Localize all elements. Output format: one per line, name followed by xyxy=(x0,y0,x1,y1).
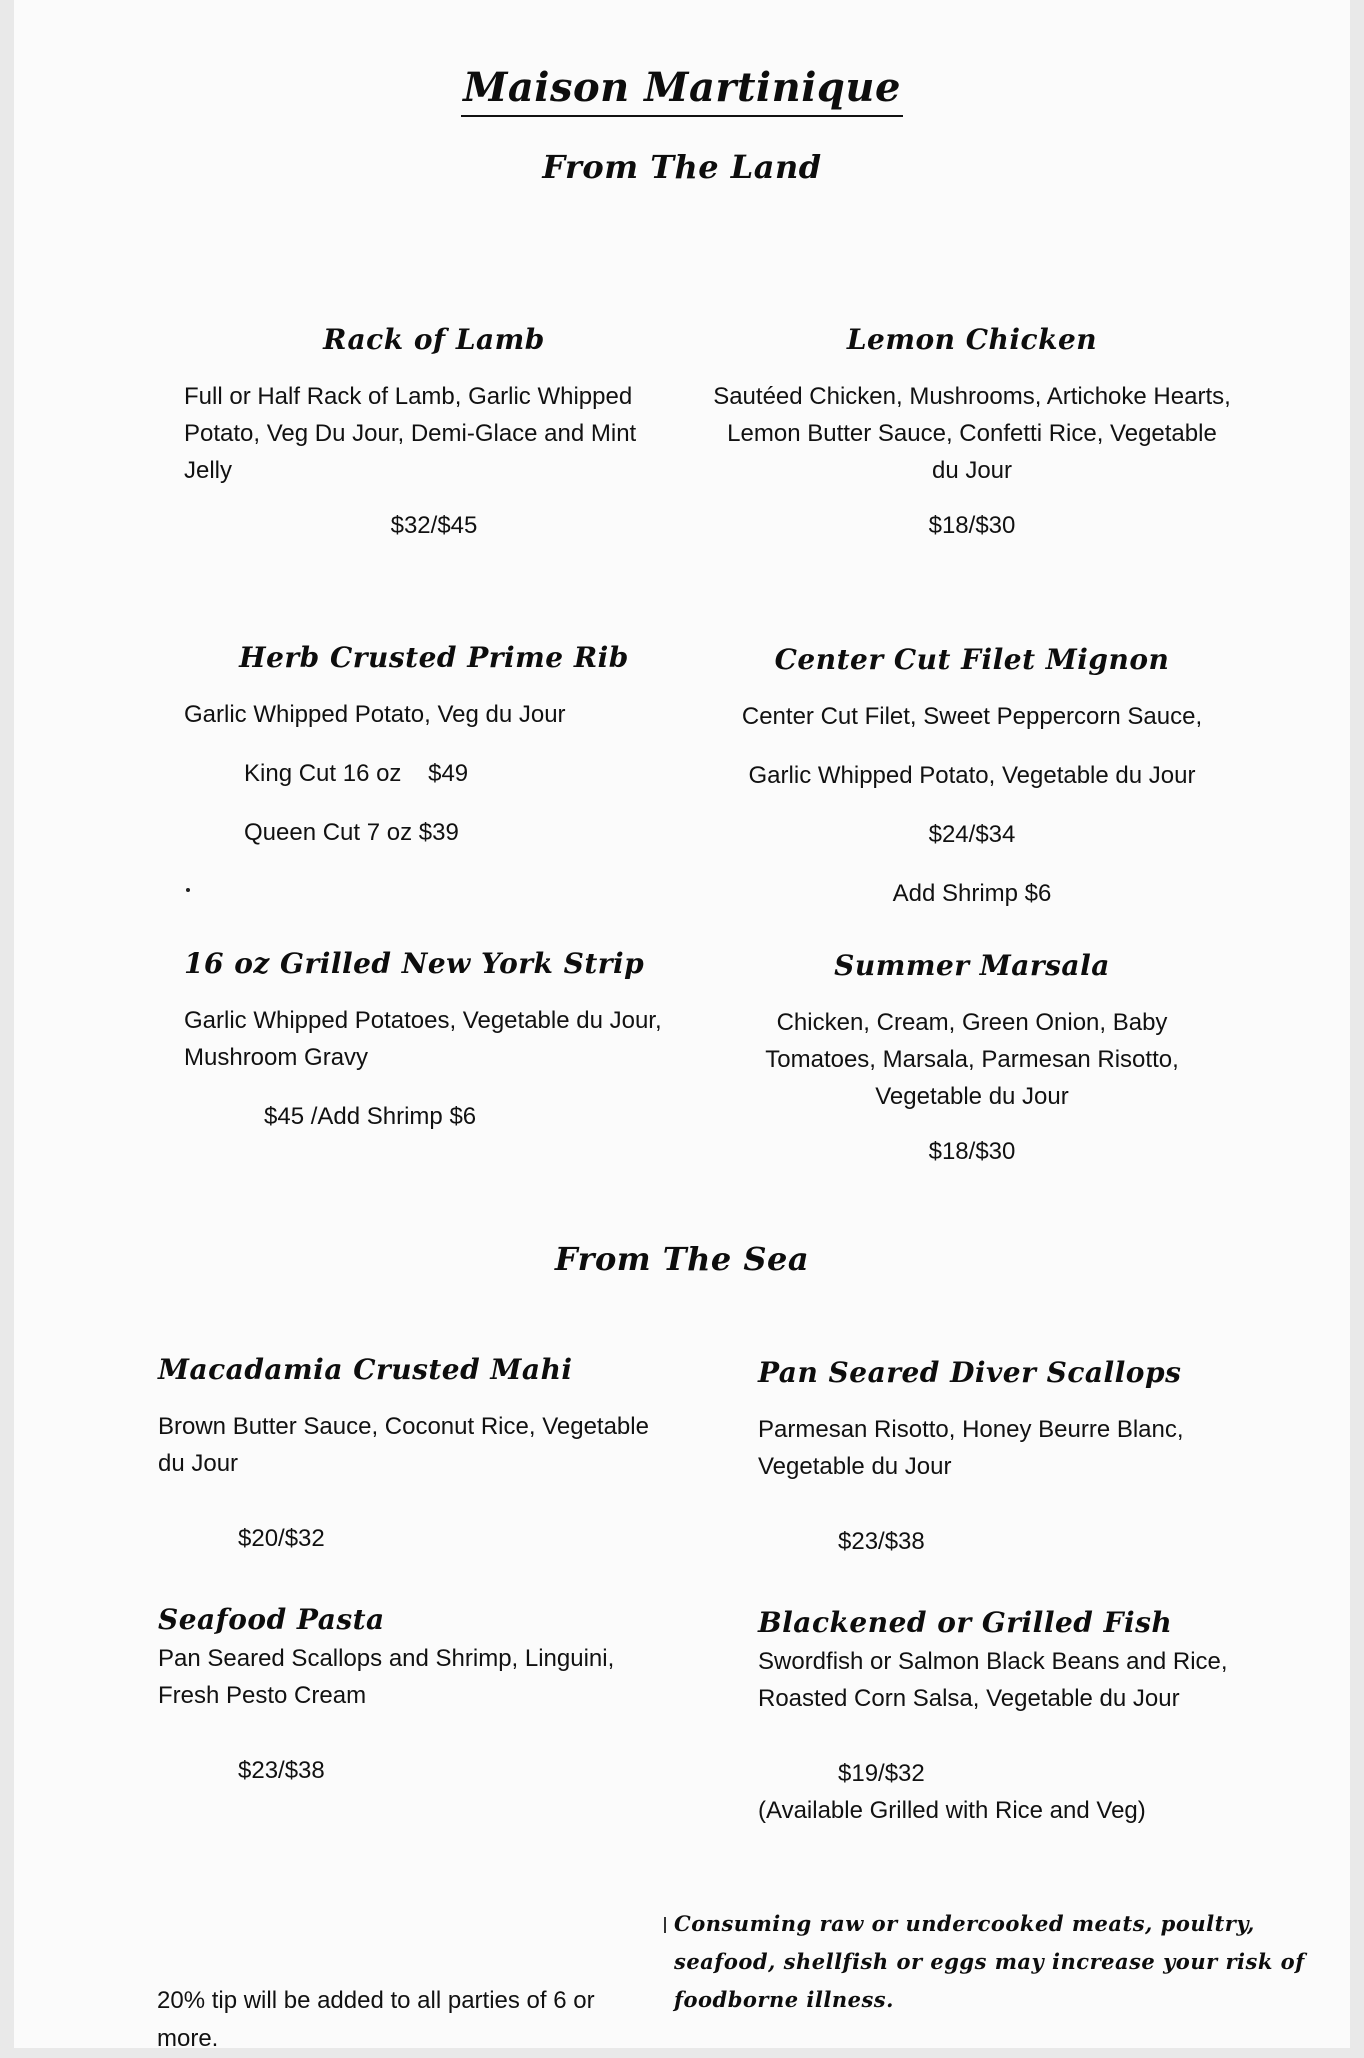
menu-item-filet-mignon xyxy=(712,640,1232,912)
gratuity-note: 20% tip will be added to all parties of 6 or more. xyxy=(157,1987,595,2052)
item-name: Macadamia Crusted Mahi xyxy=(158,1353,573,1386)
menu-item-lemon-chicken xyxy=(712,320,1232,544)
warning-marker xyxy=(664,1917,666,1933)
menu-item-prime-rib xyxy=(184,638,684,851)
item-price: $23/$38 xyxy=(838,1528,925,1555)
item-price: $20/$32 xyxy=(238,1525,325,1552)
item-description: Sautéed Chicken, Mushrooms, Artichoke Hearts, Lemon Butter Sauce, Confetti Rice, Vegetable du Jour xyxy=(713,383,1231,484)
item-name: Lemon Chicken xyxy=(846,323,1098,356)
menu-item-blackened-fish xyxy=(758,1603,1278,1829)
menu-item-rack-of-lamb xyxy=(184,320,684,544)
item-price: $23/$38 xyxy=(238,1757,325,1784)
item-price: $19/$32 xyxy=(838,1760,925,1787)
item-description-line-2: Garlic Whipped Potato, Vegetable du Jour xyxy=(748,762,1196,789)
item-description: Chicken, Cream, Green Onion, Baby Tomatoes, Marsala, Parmesan Risotto, Vegetable du Jour xyxy=(765,1009,1179,1110)
item-description: Garlic Whipped Potato, Veg du Jour xyxy=(184,701,566,728)
item-description: Swordfish or Salmon Black Beans and Rice, Roasted Corn Salsa, Vegetable du Jour xyxy=(758,1648,1228,1712)
item-name: Blackened or Grilled Fish xyxy=(758,1606,1173,1639)
menu-item-mahi xyxy=(158,1350,668,1557)
item-description: Full or Half Rack of Lamb, Garlic Whipped Potato, Veg Du Jour, Demi-Glace and Mint Jelly xyxy=(184,383,637,484)
item-description: Pan Seared Scallops and Shrimp, Linguini, Fresh Pesto Cream xyxy=(158,1645,615,1709)
item-name: Summer Marsala xyxy=(834,949,1110,982)
item-price: $18/$30 xyxy=(928,1138,1016,1165)
item-name: Pan Seared Diver Scallops xyxy=(758,1356,1182,1389)
restaurant-title: Maison Martinique xyxy=(0,64,1364,111)
item-description: Brown Butter Sauce, Coconut Rice, Vegetable du Jour xyxy=(158,1413,649,1477)
section-heading-land: From The Land xyxy=(542,148,822,186)
item-name: Herb Crusted Prime Rib xyxy=(239,641,629,674)
food-safety-warning: Consuming raw or undercooked meats, poultry, seafood, shellfish or eggs may increase your risk of foodborne illness. xyxy=(674,1905,1314,2019)
item-name: Center Cut Filet Mignon xyxy=(774,643,1170,676)
section-heading-sea: From The Sea xyxy=(554,1240,810,1278)
item-note: (Available Grilled with Rice and Veg) xyxy=(758,1797,1146,1824)
menu-item-ny-strip xyxy=(184,944,684,1135)
stray-dot xyxy=(186,888,190,892)
item-description-line-1: Center Cut Filet, Sweet Peppercorn Sauce, xyxy=(741,703,1203,730)
item-price: $18/$30 xyxy=(928,512,1016,539)
item-description: Garlic Whipped Potatoes, Vegetable du Jour, Mushroom Gravy xyxy=(184,1007,662,1071)
item-addon: Add Shrimp $6 xyxy=(892,880,1052,907)
menu-item-summer-marsala xyxy=(722,946,1222,1170)
item-name: Rack of Lamb xyxy=(323,323,545,356)
item-name: Seafood Pasta xyxy=(158,1603,385,1636)
king-cut-price: King Cut 16 oz $49 xyxy=(244,760,469,787)
item-name: 16 oz Grilled New York Strip xyxy=(184,947,645,980)
item-price: $32/$45 xyxy=(390,512,478,539)
menu-item-seafood-pasta xyxy=(158,1600,658,1789)
item-price: $45 /Add Shrimp $6 xyxy=(264,1103,477,1130)
item-description: Parmesan Risotto, Honey Beurre Blanc, Vegetable du Jour xyxy=(758,1416,1184,1480)
queen-cut-price: Queen Cut 7 oz $39 xyxy=(244,819,459,846)
menu-item-scallops xyxy=(758,1353,1258,1560)
item-price: $24/$34 xyxy=(928,821,1016,848)
